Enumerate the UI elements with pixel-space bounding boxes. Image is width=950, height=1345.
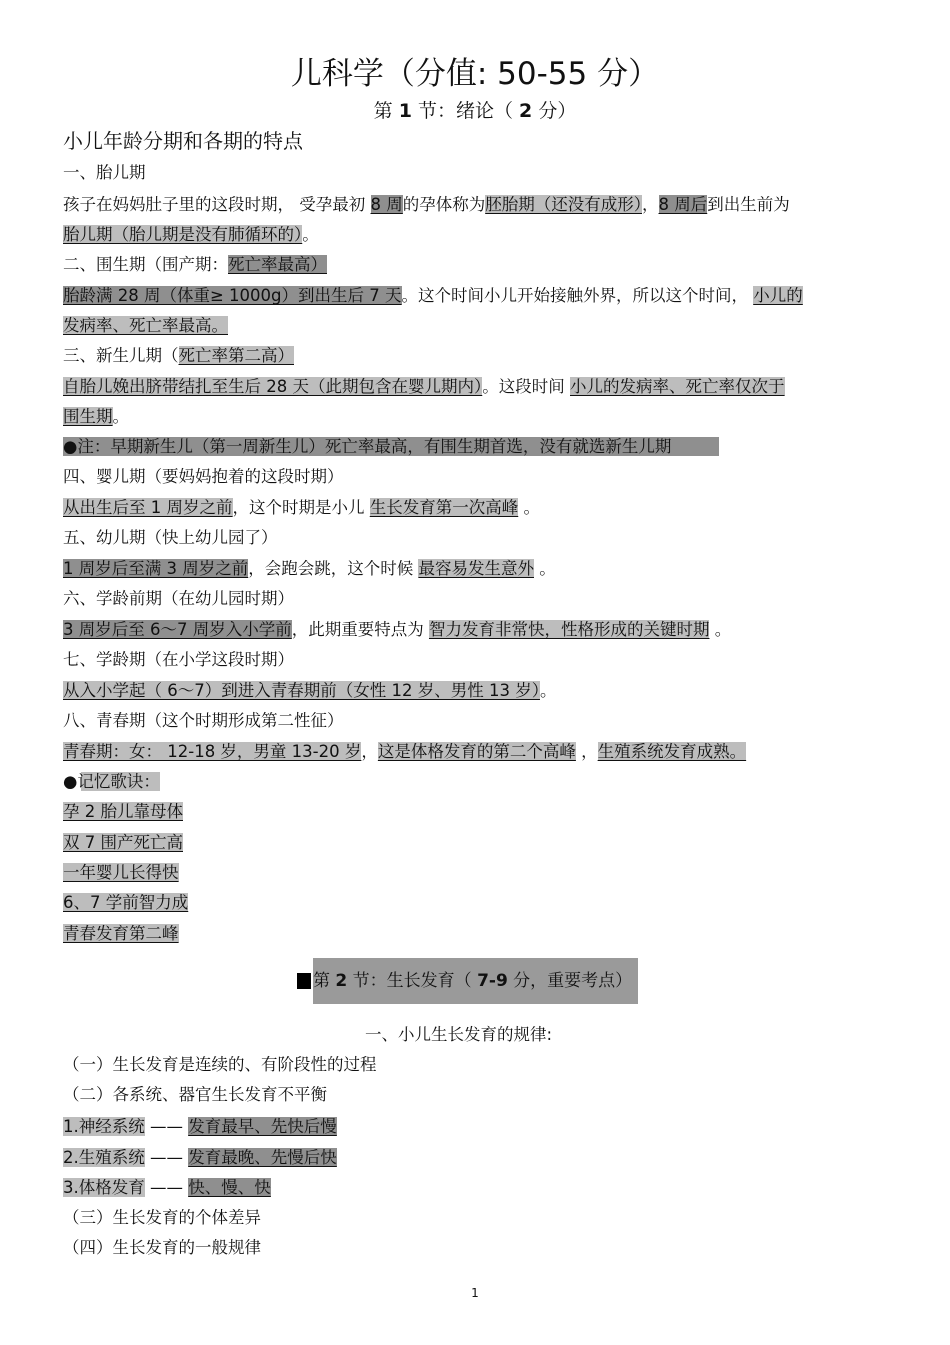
highlight: 青春期：女： 12-18 岁，男童 13-20 岁 xyxy=(63,742,362,761)
growth-p1: （一）生长发育是连续的、有阶段性的过程 xyxy=(63,1055,377,1074)
text: 孩子在妈妈肚子里的这段时期， 受孕最初 xyxy=(63,195,371,214)
text: 三、新生儿期（ xyxy=(63,346,179,365)
s1-pre: 第 xyxy=(373,100,399,122)
item-label: 2.生殖系统 xyxy=(63,1148,145,1167)
highlight: 最容易发生意外 xyxy=(418,559,534,578)
school-line-1 xyxy=(63,678,556,704)
s2-pre: 第 xyxy=(313,971,336,991)
toddler-line-1 xyxy=(63,556,556,582)
highlight: 孕 2 胎儿靠母体 xyxy=(63,802,183,821)
highlight: 青春发育第二峰 xyxy=(63,924,179,943)
text: ，这个时期是小儿 xyxy=(232,498,370,517)
neonatal-line-2 xyxy=(63,404,129,430)
s2-num: 2 xyxy=(335,971,348,991)
infant-line-1 xyxy=(63,495,540,521)
text: 。 xyxy=(112,407,129,426)
neonatal-line-1 xyxy=(63,374,785,400)
highlight: 1 周岁后至满 3 周岁之前 xyxy=(63,559,249,578)
highlight: 8 周 xyxy=(370,195,403,214)
section-2-heading xyxy=(297,958,638,1004)
mnemonic-line xyxy=(63,921,179,947)
text: ，会跑会跳，这个时候 xyxy=(248,559,419,578)
highlight: 胚胎期（还没有成形） xyxy=(485,195,642,214)
s2-post: 分，重要考点） xyxy=(507,971,633,991)
mnemonic-line xyxy=(63,799,183,825)
fetal-line-1 xyxy=(63,192,790,218)
preschool-title: 六、学龄前期（在幼儿园时期） xyxy=(63,589,294,608)
item-label: 3.体格发育 xyxy=(63,1178,145,1197)
fetal-title: 一、胎儿期 xyxy=(63,163,146,182)
text: ， xyxy=(361,742,378,761)
highlight: 小儿的 xyxy=(753,286,803,305)
neonatal-title xyxy=(63,343,294,369)
text: 。 xyxy=(533,559,556,578)
highlight: 从出生后至 1 周岁之前 xyxy=(63,498,233,517)
section-2-bar xyxy=(313,958,638,1004)
mnemonic-line xyxy=(63,830,183,856)
highlight: 3 周岁后至 6～7 周岁入小学前 xyxy=(63,620,292,639)
item-sep: —— xyxy=(144,1178,189,1197)
topic-heading: 小儿年龄分期和各期的特点 xyxy=(63,129,303,153)
text: ，此期重要特点为 xyxy=(291,620,429,639)
highlight: 自胎儿娩出 xyxy=(63,377,146,396)
adolescence-title: 八、青春期（这个时期形成第二性征） xyxy=(63,711,344,730)
highlight: 胎儿期（胎儿期是没有肺循环的） xyxy=(63,225,303,244)
highlight: 胎龄满 28 周（体重≥ 1000g）到出生后 7 天 xyxy=(63,286,402,305)
perinatal-line-2 xyxy=(63,313,228,339)
highlight: 8 周后 xyxy=(658,195,708,214)
s2-pts: 7-9 xyxy=(477,971,508,991)
highlight: 从入小学起（ 6～7）到进入青春期前（女性 12 岁、男性 13 岁） xyxy=(63,681,540,700)
highlight: 6、7 学前智力成 xyxy=(63,893,189,912)
text: ●记忆歌诀： xyxy=(63,772,160,791)
growth-item xyxy=(63,1175,271,1201)
s1-num: 1 xyxy=(398,100,412,122)
text: 。 xyxy=(539,681,557,700)
highlight: 智力发育非常快，性格形成的关键时期 xyxy=(428,620,710,639)
growth-p3: （三）生长发育的个体差异 xyxy=(63,1208,261,1227)
growth-p4: （四）生长发育的一般规律 xyxy=(63,1238,261,1257)
infant-title: 四、婴儿期（要妈妈抱着的这段时期） xyxy=(63,467,344,486)
highlight: 生长发育第一次高峰 xyxy=(369,498,519,517)
mnemonic-line xyxy=(63,860,179,886)
mnemonic-title xyxy=(63,769,160,795)
highlight: 脐带结扎至生后 28 天（此期包含在婴儿期内） xyxy=(145,377,483,396)
item-value: 快、慢、快 xyxy=(188,1178,271,1197)
highlight: 双 7 围产死亡高 xyxy=(63,833,183,852)
perinatal-title xyxy=(63,252,327,278)
growth-item xyxy=(63,1145,337,1171)
text: 的孕体称为 xyxy=(402,195,486,214)
s2-mid: 节：生长发育（ xyxy=(347,971,478,991)
page-number: 1 xyxy=(471,1286,479,1300)
section-1-heading xyxy=(0,98,950,124)
highlight: 生殖系统发育成熟。 xyxy=(597,742,747,761)
perinatal-line-1 xyxy=(63,283,803,309)
s1-post: 分） xyxy=(532,100,577,122)
text: ， xyxy=(575,742,598,761)
item-sep: —— xyxy=(144,1117,189,1136)
growth-p2: （二）各系统、器官生长发育不平衡 xyxy=(63,1085,327,1104)
highlight: 这是体格发育的第二个高峰 xyxy=(377,742,576,761)
toddler-title: 五、幼儿期（快上幼儿园了） xyxy=(63,528,278,547)
note-text: ●注：早期新生儿（第一周新生儿）死亡率最高，有围生期首选，没有就选新生儿期 xyxy=(63,437,719,456)
square-bullet-icon xyxy=(297,973,311,989)
item-value: 发育最早、先快后慢 xyxy=(188,1117,337,1136)
neonatal-note xyxy=(63,434,719,460)
highlight: 围生期 xyxy=(63,407,113,426)
mnemonic-line xyxy=(63,890,188,916)
text: 。 xyxy=(302,225,319,244)
adolescence-line-1 xyxy=(63,739,746,765)
highlight: 死亡率最高） xyxy=(228,255,327,274)
highlight: 小儿的发病率、死亡率仅次于 xyxy=(570,377,785,396)
document-title: 儿科学（分值: 50-55 分） xyxy=(290,56,660,92)
preschool-line-1 xyxy=(63,617,731,643)
text: 。这个时间小儿开始接触外界，所以这个时间， xyxy=(401,286,754,305)
growth-item xyxy=(63,1114,337,1140)
highlight: 一年婴儿长得快 xyxy=(63,863,179,882)
s1-mid: 节：绪论（ xyxy=(411,100,520,122)
highlight: 死亡率第二高） xyxy=(178,346,294,365)
text: 。 xyxy=(518,498,540,517)
item-value: 发育最晚、先慢后快 xyxy=(188,1148,337,1167)
text: 。 xyxy=(709,620,732,639)
text: 。这段时间 xyxy=(482,377,570,396)
text: 到出生前为 xyxy=(707,195,790,214)
s1-pts: 2 xyxy=(519,100,533,122)
fetal-line-2 xyxy=(63,222,319,248)
item-sep: —— xyxy=(144,1148,189,1167)
school-title: 七、学龄期（在小学这段时期） xyxy=(63,650,294,669)
item-label: 1.神经系统 xyxy=(63,1117,145,1136)
text: 二、围生期（围产期： xyxy=(63,255,228,274)
highlight: 发病率、死亡率最高。 xyxy=(63,316,228,335)
text: ， xyxy=(642,195,659,214)
growth-title: 一、小儿生长发育的规律: xyxy=(365,1025,553,1044)
